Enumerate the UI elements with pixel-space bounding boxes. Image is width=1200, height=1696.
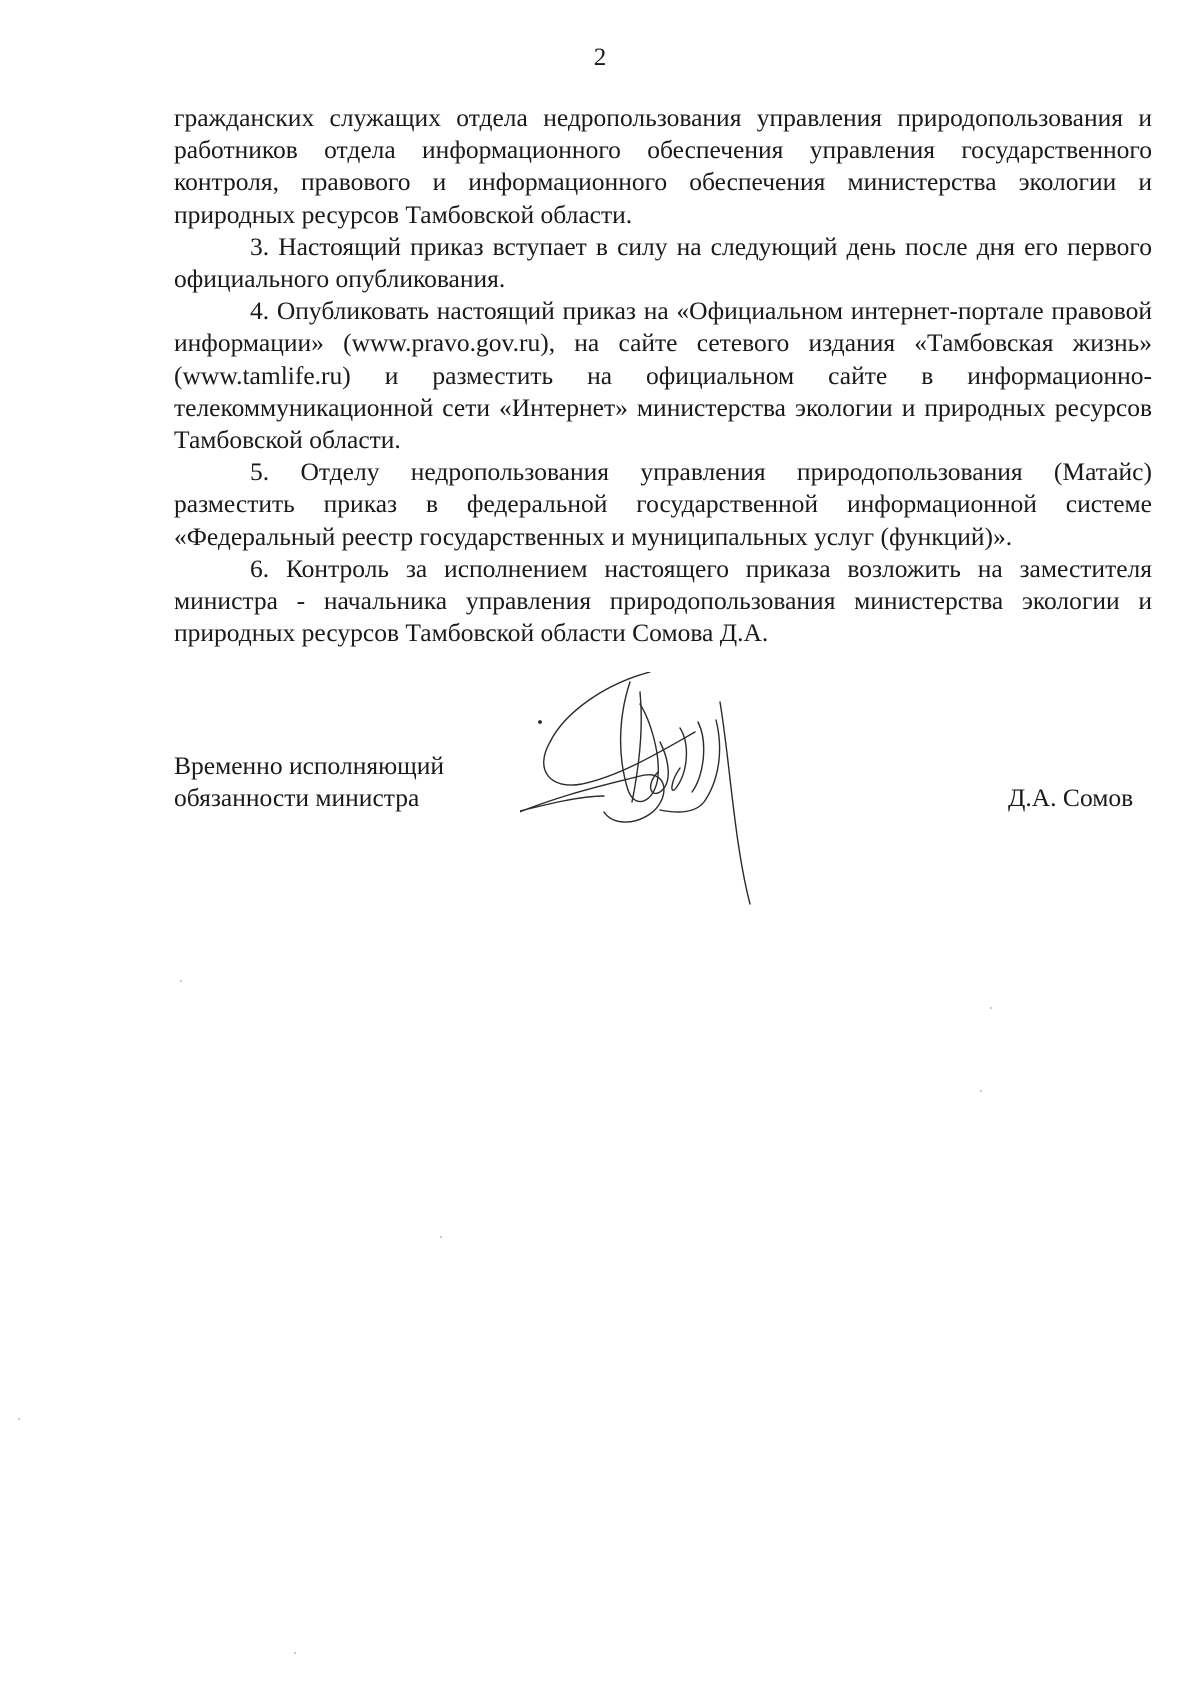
document-body (174, 102, 1152, 649)
paragraph-continuation: гражданских служащих отдела недропользования управления природопользования и работников отдела информационного обеспечения управления государственного контроля, правового и информационного обеспечения министерства экологии и природных ресурсов Тамбовской области. (174, 103, 1152, 229)
handwritten-signature (520, 672, 790, 1002)
scan-speck (440, 1236, 442, 1238)
paragraph-item-5: 5. Отделу недропользования управления природопользования (Матайс) разместить приказ в федеральной государственной информационной системе «Федеральный реестр государственных и муниципальных услуг (функций)». (174, 457, 1152, 551)
scan-speck (180, 980, 182, 982)
scan-speck (990, 1007, 992, 1009)
scan-speck (18, 1418, 20, 1420)
scan-speck (294, 1652, 296, 1654)
signatory-title-line-2: обязанности министра (174, 783, 420, 812)
paragraph-item-4: 4. Опубликовать настоящий приказ на «Официальном интернет-портале правовой информации» (www.pravo.gov.ru), на сайте сетевого издания «Тамбовская жизнь» (www.tamlife.ru) и разместить на официальном сайте в информационно-телекоммуникационной сети «Интернет» министерства экологии и природных ресурсов Тамбовской области. (174, 296, 1152, 455)
scan-speck (980, 1090, 982, 1092)
page-number: 2 (593, 44, 607, 71)
signatory-title-line-1: Временно исполняющий (174, 751, 445, 780)
paragraph-item-6: 6. Контроль за исполнением настоящего приказа возложить на заместителя министра - начальника управления природопользования министерства экологии и природных ресурсов Тамбовской области Сомова Д.А. (174, 553, 1152, 648)
signatory-name: Д.А. Сомов (1008, 783, 1134, 812)
paragraph-item-3: 3. Настоящий приказ вступает в силу на следующий день после дня его первого официального опубликования. (174, 231, 1152, 294)
signatory-title (174, 750, 444, 814)
